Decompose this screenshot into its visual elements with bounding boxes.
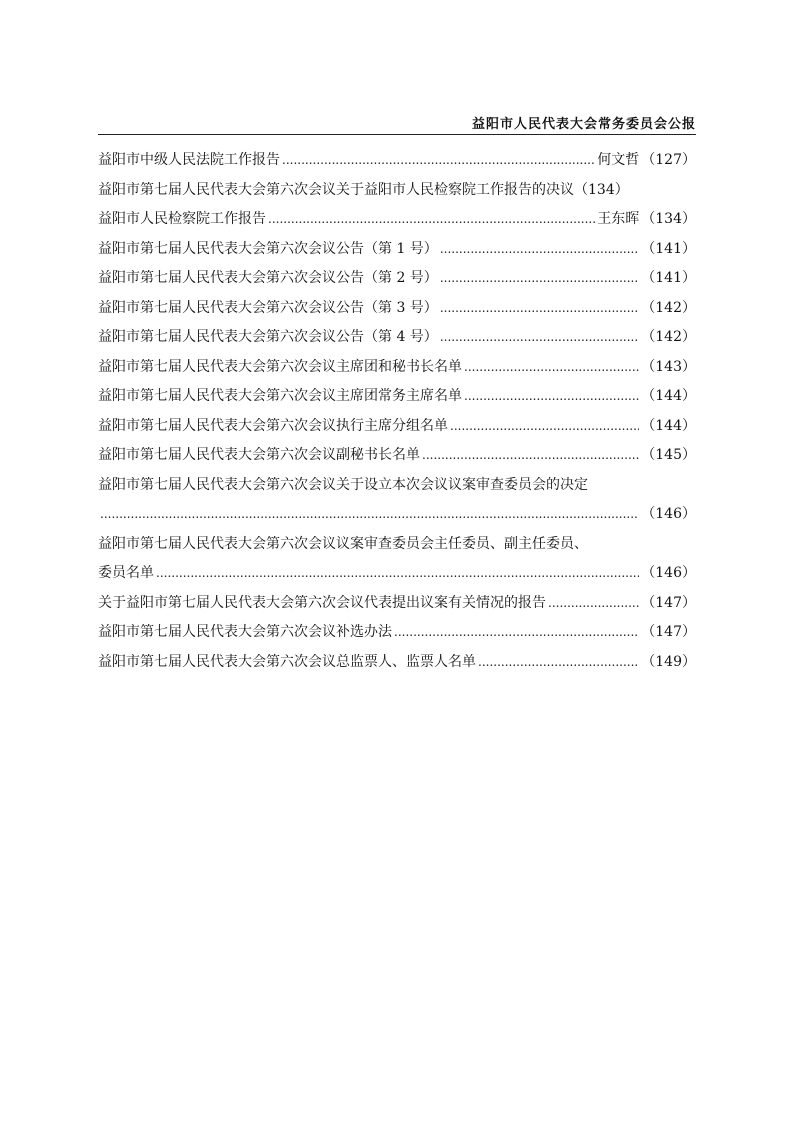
toc-entry[interactable] [98,618,696,648]
toc-dot-leader [422,441,639,471]
toc-entry-page: （144） [641,388,696,404]
toc-entry[interactable] [98,530,696,589]
running-header [98,112,696,135]
toc-entry-page: （145） [641,447,696,463]
toc-entry[interactable] [98,471,696,530]
toc-entry-page: （147） [641,594,696,611]
toc-entry-page: （141） [641,270,696,286]
toc-entry-author: 何文哲 [597,152,640,168]
toc-entry[interactable] [98,205,696,235]
toc-entry-title: 益阳市第七届人民代表大会第六次会议副秘书长名单 [98,447,420,463]
toc-entry-title: 益阳市第七届人民代表大会第六次会议公告（第 1 号） [98,240,438,257]
toc-entry[interactable] [98,235,696,265]
toc-entry-title-continued: 委员名单 [98,565,154,581]
toc-dot-leader [478,648,639,678]
toc-dot-leader [464,382,639,412]
toc-dot-leader [100,500,639,530]
toc-entry-page: （142） [641,329,696,345]
toc-entry-page: （134） [641,211,696,227]
toc-entry-page: （134） [574,181,629,198]
toc-entry-title: 关于益阳市第七届人民代表大会第六次会议代表提出议案有关情况的报告 [98,594,546,611]
toc-dot-leader [282,146,595,176]
toc-dot-leader [440,294,639,324]
toc-entry[interactable] [98,176,696,206]
toc-entry[interactable] [98,441,696,471]
toc-entry-page: （141） [641,240,696,257]
toc-dot-leader [156,559,639,589]
toc-entry-title: 益阳市第七届人民代表大会第六次会议主席团和秘书长名单 [98,358,462,375]
toc-entry-page: （147） [641,624,696,640]
toc-entry[interactable] [98,264,696,294]
toc-entry-title: 益阳市第七届人民代表大会第六次会议补选办法 [98,624,392,640]
toc-dot-leader [450,412,639,442]
toc-entry-page: （142） [641,299,696,316]
toc-dot-leader [394,618,639,648]
toc-entry[interactable] [98,323,696,353]
toc-entry-page: （144） [641,417,696,434]
toc-entry[interactable] [98,294,696,324]
toc-entry-page: （143） [641,358,696,375]
toc-dot-leader [440,323,639,353]
toc-entry[interactable] [98,353,696,383]
toc-dot-leader [464,353,639,383]
toc-dot-leader [548,589,639,619]
toc-dot-leader [440,235,639,265]
toc-entry-title: 益阳市中级人民法院工作报告 [98,152,280,168]
toc-entry[interactable] [98,146,696,176]
toc-entry-page: （149） [641,653,696,670]
toc-entry-title: 益阳市人民检察院工作报告 [98,211,266,227]
toc-entry-title: 益阳市第七届人民代表大会第六次会议公告（第 4 号） [98,329,438,345]
toc-entry[interactable] [98,589,696,619]
toc-entry[interactable] [98,382,696,412]
toc-dot-leader [440,264,639,294]
toc-entry[interactable] [98,412,696,442]
toc-entry-page: （146） [641,506,696,522]
table-of-contents [98,146,696,677]
toc-entry-title: 益阳市第七届人民代表大会第六次会议关于设立本次会议议案审查委员会的决定 [98,476,588,493]
toc-entry-title: 益阳市第七届人民代表大会第六次会议执行主席分组名单 [98,417,448,434]
toc-entry-title: 益阳市第七届人民代表大会第六次会议公告（第 2 号） [98,270,438,286]
toc-entry-page: （127） [641,152,696,168]
toc-entry-title: 益阳市第七届人民代表大会第六次会议议案审查委员会主任委员、副主任委员、 [98,535,588,552]
toc-entry-title: 益阳市第七届人民代表大会第六次会议总监票人、监票人名单 [98,653,476,670]
toc-entry-title: 益阳市第七届人民代表大会第六次会议关于益阳市人民检察院工作报告的决议 [98,181,574,198]
toc-entry-page: （146） [641,565,696,581]
toc-entry-title: 益阳市第七届人民代表大会第六次会议公告（第 3 号） [98,299,438,316]
toc-entry-author: 王东晖 [597,211,640,227]
header-title: 益阳市人民代表大会常务委员会公报 [471,117,696,132]
toc-entry-title: 益阳市第七届人民代表大会第六次会议主席团常务主席名单 [98,388,462,404]
toc-entry[interactable] [98,648,696,678]
toc-dot-leader [268,205,595,235]
